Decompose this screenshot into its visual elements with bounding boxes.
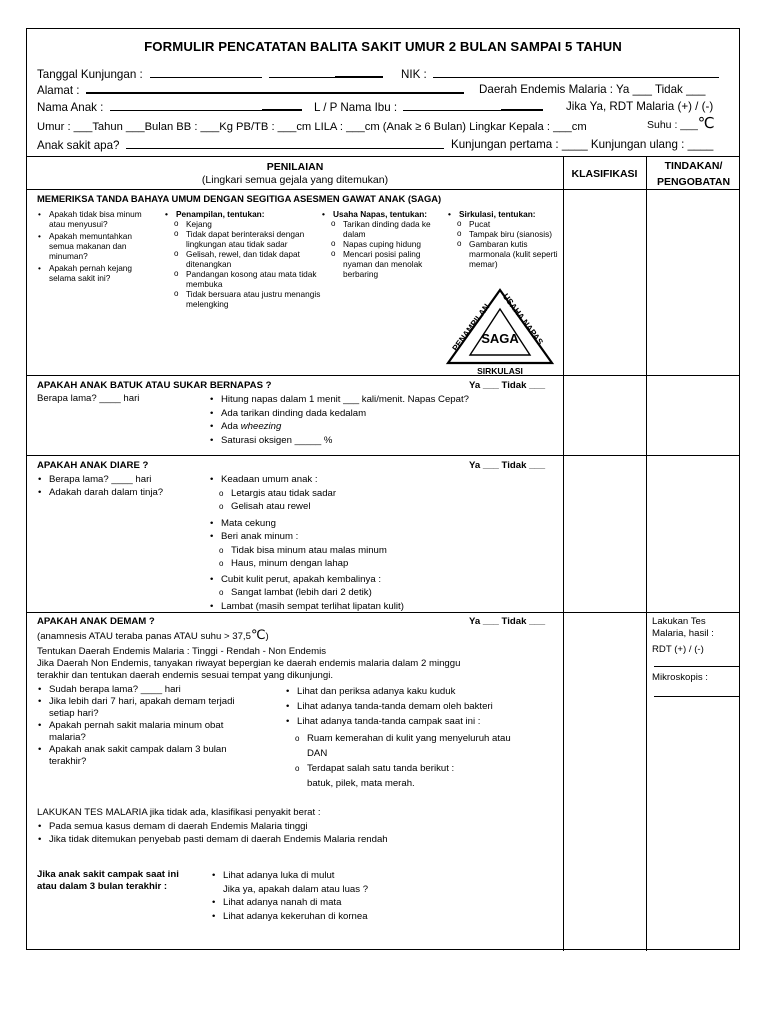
- demam-questions: [37, 684, 257, 768]
- row-rule-saga: [27, 375, 739, 376]
- tanggal-label: Tanggal Kunjungan :: [37, 68, 143, 81]
- list-item: o Terdapat salah satu tanda berikut : batuk, pilek, mata merah.: [285, 761, 561, 791]
- list-item: • Saturasi oksigen _____ %: [209, 434, 559, 448]
- col-rule-1: [563, 156, 564, 951]
- tindakan-title-1: TINDAKAN/: [664, 160, 723, 172]
- list-item: o Gelisah, rewel, dan tidak dapat ditenangkan: [164, 249, 322, 269]
- list-item: • Ada tarikan dinding dada kedalam: [209, 407, 559, 421]
- klasifikasi-header: KLASIFIKASI: [571, 168, 638, 180]
- celsius-unit: ℃: [697, 115, 715, 132]
- demam-jika-non: Jika Daerah Non Endemis, tanyakan riwayat bepergian ke daerah endemis malaria dalam 2 minggu: [37, 658, 461, 669]
- batuk-list: [209, 393, 559, 447]
- nama-ibu-field[interactable]: [314, 100, 543, 115]
- list-item: • Apakah pernah sakit malaria minum obat malaria?: [37, 720, 257, 744]
- campak-question: Jika anak sakit campak saat ini atau dalam 3 bulan terakhir :: [37, 869, 179, 892]
- kunjungan-field[interactable]: Kunjungan pertama : ____ Kunjungan ulang : ____: [451, 138, 714, 151]
- tindakan-mikro[interactable]: Mikroskopis :: [652, 672, 708, 683]
- suhu-label: Suhu : ___: [647, 119, 698, 131]
- nik-label: NIK :: [401, 68, 427, 81]
- form-sheet: [26, 28, 740, 950]
- list-item: o Napas cuping hidung: [321, 239, 449, 249]
- table-head-rule: [27, 189, 739, 190]
- nik-field[interactable]: [401, 67, 719, 82]
- napas-title: • Usaha Napas, tentukan:: [321, 209, 449, 219]
- list-item: • Keadaan umum anak :: [209, 473, 559, 487]
- list-item: • Lihat adanya kekeruhan di kornea: [211, 910, 551, 924]
- list-item: o Haus, minum dengan lahap: [209, 557, 559, 571]
- tindakan-lakukan: Lakukan Tes: [652, 616, 706, 627]
- col-rule-2: [646, 156, 647, 951]
- list-item: • Lihat adanya nanah di mata: [211, 896, 551, 910]
- nama-anak-label: Nama Anak :: [37, 101, 104, 114]
- list-item: • Jika tidak ditemukan penyebab pasti demam di daerah Endemis Malaria rendah: [37, 833, 537, 846]
- list-item: • Mata cekung: [209, 517, 559, 531]
- list-item: o Tidak dapat berinteraksi dengan lingkungan atau tidak sadar: [164, 229, 322, 249]
- wheezing-text: wheezing: [240, 421, 282, 432]
- tanggal-field[interactable]: [37, 67, 383, 82]
- diare-questions: [37, 473, 207, 499]
- tindakan-mikro-line: [654, 696, 739, 697]
- napas-list: [321, 209, 449, 279]
- diare-list: [209, 473, 559, 613]
- demam-lihat: [285, 684, 561, 791]
- list-item: o Pucat: [447, 219, 559, 229]
- demam-instructions: [37, 646, 460, 682]
- umur-field[interactable]: Umur : ___Tahun ___Bulan BB : ___Kg PB/TB : ___cm LILA : ___cm (Anak ≥ 6 Bulan) Lingkar Kepala : ___cm: [37, 121, 587, 133]
- saga-bottom-label: SIRKULASI: [477, 366, 523, 375]
- saga-left-label: PENAMPILAN: [449, 301, 492, 353]
- list-item: o Tidak bisa minum atau malas minum: [209, 544, 559, 558]
- list-item: • Cubit kulit perut, apakah kembalinya :: [209, 573, 559, 587]
- tes-malaria-heading: LAKUKAN TES MALARIA jika tidak ada, klasifikasi penyakit berat :: [37, 807, 321, 818]
- list-item: o Mencari posisi paling nyaman dan menolak berbaring: [321, 249, 449, 279]
- list-item: o Tampak biru (sianosis): [447, 229, 559, 239]
- list-item: • Apakah anak sakit campak dalam 3 bulan terakhir?: [37, 744, 257, 768]
- diare-ya-tidak[interactable]: Ya ___ Tidak ___: [469, 460, 546, 471]
- list-item: o Pandangan kosong atau mata tidak membuka: [164, 269, 322, 289]
- tindakan-title-2: PENGOBATAN: [656, 176, 731, 188]
- penilaian-header: [27, 161, 563, 187]
- list-item: • Sudah berapa lama? ____ hari: [37, 684, 257, 696]
- list-item: o Tidak bersuara atau justru menangis melengking: [164, 289, 322, 309]
- tindakan-header: [646, 160, 741, 189]
- saga-center-label: SAGA: [481, 331, 519, 346]
- tindakan-hasil: Malaria, hasil :: [652, 628, 714, 639]
- demam-ya-tidak[interactable]: Ya ___ Tidak ___: [469, 616, 546, 627]
- list-item: • Beri anak minum :: [209, 530, 559, 544]
- list-item: • Apakah pernah kejang selama sakit ini?: [37, 263, 155, 283]
- celsius-unit: ℃: [250, 627, 266, 642]
- penampilan-title: • Penampilan, tentukan:: [164, 209, 322, 219]
- penilaian-subtitle: (Lingkari semua gejala yang ditemukan): [201, 174, 389, 186]
- sakit-apa-field[interactable]: [37, 138, 444, 153]
- list-item: • Lambat (masih sempat terlihat lipatan kulit): [209, 600, 559, 614]
- list-item: o Gelisah atau rewel: [209, 500, 559, 514]
- tes-malaria-list: [37, 820, 537, 846]
- saga-triangle-icon: [442, 287, 558, 375]
- list-item: o Kejang: [164, 219, 322, 229]
- nama-anak-field[interactable]: [37, 100, 302, 115]
- list-item: o Tarikan dinding dada ke dalam: [321, 219, 449, 239]
- list-item: • Lihat adanya luka di mulut Jika ya, apakah dalam atau luas ?: [211, 869, 551, 896]
- list-item: • Lihat adanya tanda-tanda campak saat ini :: [285, 714, 561, 729]
- endemis-field[interactable]: Daerah Endemis Malaria : Ya ___ Tidak ___: [479, 83, 706, 96]
- list-item: • Berapa lama? ____ hari: [37, 473, 207, 486]
- list-item: • Ada wheezing: [209, 420, 559, 434]
- list-item: • Hitung napas dalam 1 menit ___ kali/menit. Napas Cepat?: [209, 393, 559, 407]
- demam-heading: APAKAH ANAK DEMAM ?: [37, 616, 155, 627]
- saga-right-label: USAHA NAPAS: [500, 291, 546, 347]
- list-item: • Adakah darah dalam tinja?: [37, 486, 207, 499]
- sirkulasi-list: [447, 209, 559, 269]
- demam-anamnesis: (anamnesis ATAU teraba panas ATAU suhu > 37,5℃): [37, 627, 269, 642]
- campak-list: [211, 869, 551, 923]
- suhu-field[interactable]: [647, 117, 715, 132]
- penilaian-title: PENILAIAN: [266, 161, 324, 173]
- tindakan-rdt[interactable]: RDT (+) / (-): [652, 644, 704, 655]
- diare-heading: APAKAH ANAK DIARE ?: [37, 460, 149, 471]
- list-item: o Letargis atau tidak sadar: [209, 487, 559, 501]
- list-item: • Apakah tidak bisa minum atau menyusui?: [37, 209, 155, 229]
- row-rule-batuk: [27, 455, 739, 456]
- lp-label: L / P Nama Ibu :: [314, 101, 398, 114]
- saga-questions: [37, 209, 155, 283]
- form-title: FORMULIR PENCATATAN BALITA SAKIT UMUR 2 BULAN SAMPAI 5 TAHUN: [144, 39, 622, 54]
- penampilan-list: [164, 209, 322, 309]
- demam-terakhir: terakhir dan tentukan daerah endemis sesuai tempat yang dikunjungi.: [37, 670, 333, 681]
- demam-tentukan: Tentukan Daerah Endemis Malaria : Tinggi - Rendah - Non Endemis: [37, 646, 327, 657]
- sakit-apa-label: Anak sakit apa?: [37, 139, 120, 152]
- alamat-label: Alamat :: [37, 84, 80, 97]
- list-item: • Apakah memuntahkan semua makanan dan minuman?: [37, 231, 155, 261]
- list-item: o Sangat lambat (lebih dari 2 detik): [209, 586, 559, 600]
- list-item: • Lihat dan periksa adanya kaku kuduk: [285, 684, 561, 699]
- batuk-ya-tidak[interactable]: Ya ___ Tidak ___: [469, 380, 546, 391]
- list-item: • Pada semua kasus demam di daerah Endemis Malaria tinggi: [37, 820, 537, 833]
- saga-heading: MEMERIKSA TANDA BAHAYA UMUM DENGAN SEGITIGA ASESMEN GAWAT ANAK (SAGA): [37, 193, 442, 204]
- list-item: • Lihat adanya tanda-tanda demam oleh bakteri: [285, 699, 561, 714]
- list-item: o Gambaran kutis marmonala (kulit seperti memar): [447, 239, 559, 269]
- tindakan-rdt-line: [654, 666, 739, 667]
- batuk-lama[interactable]: Berapa lama? ____ hari: [37, 393, 140, 404]
- rdt-field[interactable]: Jika Ya, RDT Malaria (+) / (-): [566, 100, 714, 113]
- tindakan-demam: [652, 616, 714, 656]
- sirkulasi-title: • Sirkulasi, tentukan:: [447, 209, 559, 219]
- table-top-rule: [27, 156, 739, 157]
- list-item: • Jika lebih dari 7 hari, apakah demam terjadi setiap hari?: [37, 696, 257, 720]
- alamat-field[interactable]: [37, 83, 464, 98]
- list-item: o Ruam kemerahan di kulit yang menyeluruh atau DAN: [285, 731, 561, 761]
- batuk-heading: APAKAH ANAK BATUK ATAU SUKAR BERNAPAS ?: [37, 380, 272, 391]
